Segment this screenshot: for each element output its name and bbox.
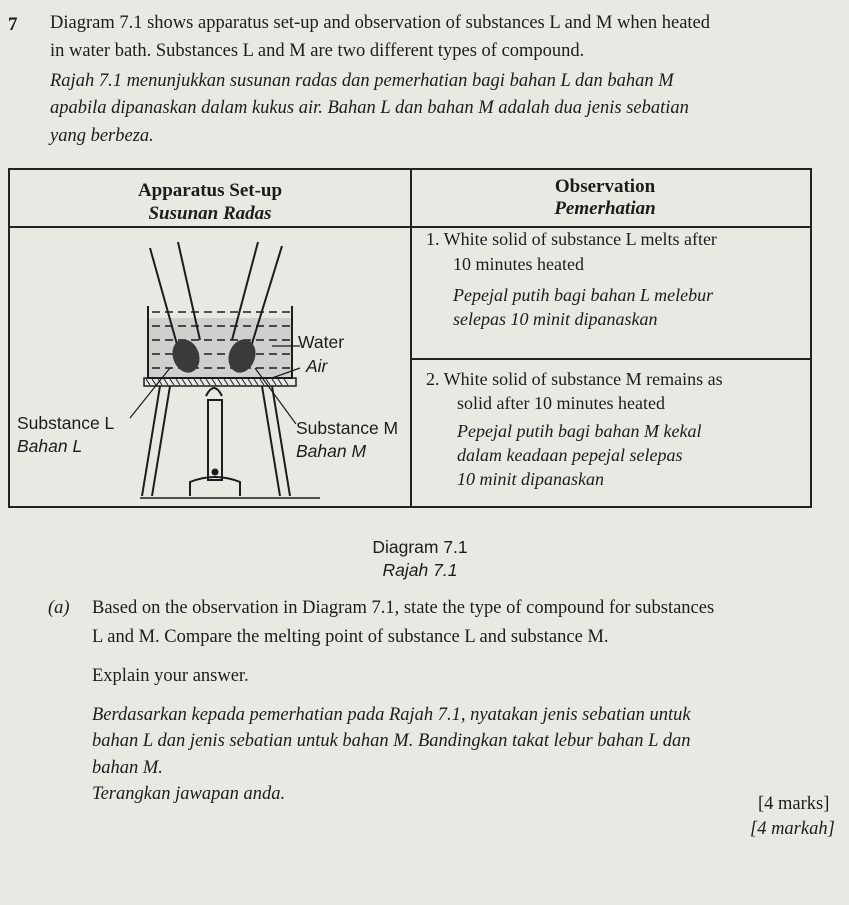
label-bahan-m: Bahan M (296, 441, 367, 461)
part-a-line-3: Explain your answer. (92, 666, 249, 686)
question-text-line-1: Diagram 7.1 shows apparatus set-up and observation of substances L and M when heated (50, 13, 711, 33)
part-a-malay-line-2: bahan L dan jenis sebatian untuk bahan M. Bandingkan takat lebur bahan L dan (92, 731, 691, 751)
label-air: Air (306, 356, 328, 376)
observation-1-malay-line-2: selepas 10 minit dipanaskan (453, 309, 658, 329)
observation-header-malay: Pemerhatian (554, 198, 656, 219)
observation-2-malay-line-1: Pepejal putih bagi bahan M kekal (457, 421, 702, 441)
label-substance-m: Substance M (296, 418, 399, 438)
observation-2-malay-line-2: dalam keadaan pepejal selepas (457, 445, 683, 465)
marks: [4 marks] (758, 794, 830, 814)
part-a-malay-line-1: Berdasarkan kepada pemerhatian pada Rajah 7.1, nyatakan jenis sebatian untuk (92, 705, 691, 725)
diagram-caption: Diagram 7.1 (372, 537, 468, 557)
observation-1-line-1: 1. White solid of substance L melts after (426, 229, 717, 249)
marks-malay: [4 markah] (750, 819, 835, 839)
apparatus-diagram (10, 228, 410, 506)
bunsen-burner (190, 388, 240, 496)
question-number: 7 (8, 14, 18, 35)
question-malay-line-2: apabila dipanaskan dalam kukus air. Bahan L dan bahan M adalah dua jenis sebatian (50, 98, 689, 118)
table-column-divider (410, 168, 412, 508)
label-water: Water (298, 332, 345, 352)
diagram-caption-malay: Rajah 7.1 (382, 560, 458, 580)
part-a-malay-line-4: Terangkan jawapan anda. (92, 784, 286, 804)
observation-1-line-2: 10 minutes heated (453, 254, 584, 274)
label-substance-l: Substance L (17, 413, 115, 433)
observation-2-malay-line-3: 10 minit dipanaskan (457, 469, 604, 489)
observation-2-line-1: 2. White solid of substance M remains as (426, 369, 723, 389)
question-text-line-2: in water bath. Substances L and M are two different types of compound. (50, 41, 585, 61)
observation-1-malay-line-1: Pepejal putih bagi bahan L melebur (453, 285, 714, 305)
part-a-line-1: Based on the observation in Diagram 7.1, state the type of compound for substances (92, 598, 715, 618)
question-malay-line-1: Rajah 7.1 menunjukkan susunan radas dan pemerhatian bagi bahan L dan bahan M (50, 71, 674, 91)
apparatus-header-malay: Susunan Radas (148, 203, 272, 224)
observation-header: Observation (554, 176, 656, 197)
apparatus-header: Apparatus Set-up (137, 180, 283, 201)
label-bahan-l: Bahan L (17, 436, 83, 456)
part-a-line-2: L and M. Compare the melting point of substance L and substance M. (92, 627, 609, 647)
observation-2-line-2: solid after 10 minutes heated (457, 393, 665, 413)
question-malay-line-3: yang berbeza. (50, 126, 154, 146)
part-a-malay-line-3: bahan M. (92, 758, 163, 778)
part-a-label: (a) (48, 598, 70, 618)
table-row-divider (410, 358, 812, 360)
